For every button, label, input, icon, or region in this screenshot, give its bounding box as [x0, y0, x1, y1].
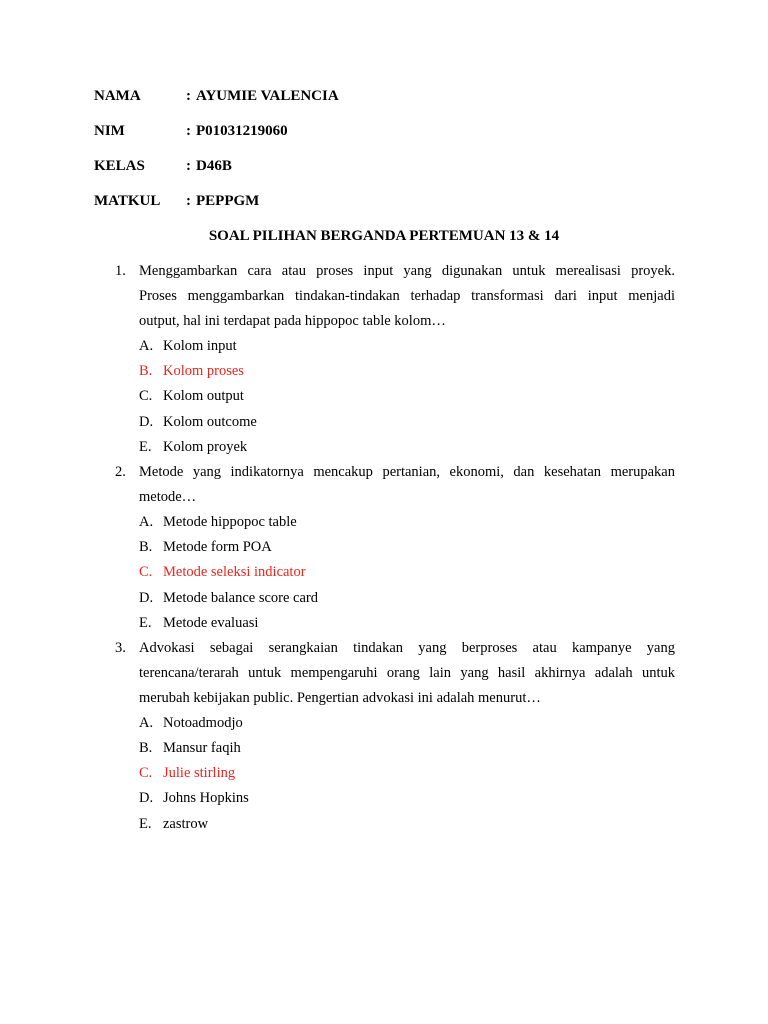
option-text: Notoadmodjo: [163, 714, 243, 731]
info-row-matkul: [94, 191, 339, 226]
answer-option: [139, 435, 675, 460]
question-number: 2.: [115, 463, 126, 480]
question-text: [139, 636, 675, 711]
option-text: Kolom outcome: [163, 413, 257, 430]
option-letter: B.: [139, 539, 153, 556]
info-label: KELAS: [94, 158, 145, 174]
option-letter: B.: [139, 740, 153, 757]
answer-options-3: [139, 711, 675, 837]
option-text: Kolom proses: [163, 363, 244, 380]
answer-option: [139, 510, 675, 535]
question-line: Menggambarkan cara atau proses input yang digunakan untuk merealisasi proyek.: [139, 263, 675, 279]
answer-option-correct: [139, 560, 675, 585]
answer-option: [139, 786, 675, 811]
option-text: zastrow: [163, 815, 209, 832]
question-1: [115, 259, 675, 334]
question-3: [115, 636, 675, 711]
option-letter: E.: [139, 438, 152, 455]
answer-options-2: [139, 510, 675, 636]
option-text: Kolom output: [163, 388, 244, 405]
answer-option: [139, 334, 675, 359]
option-letter: D.: [139, 413, 154, 430]
question-line: Metode yang indikatornya mencakup pertanian, ekonomi, dan kesehatan merupakan: [139, 463, 675, 480]
question-line: Advokasi sebagai serangkaian tindakan yang berproses atau kampanye yang: [139, 639, 675, 656]
option-text: Mansur faqih: [163, 740, 241, 757]
question-number: 3.: [115, 639, 126, 656]
answer-option: [139, 535, 675, 560]
answer-option: [139, 586, 675, 611]
question-line: metode…: [139, 488, 197, 505]
option-text: Julie stirling: [163, 765, 236, 782]
option-letter: B.: [139, 363, 153, 380]
info-separator: :: [186, 193, 191, 209]
info-label: NAMA: [94, 88, 141, 104]
answer-option: [139, 812, 675, 837]
info-label: MATKUL: [94, 193, 161, 209]
option-letter: D.: [139, 589, 154, 606]
answer-option: [139, 711, 675, 736]
question-line: merubah kebijakan public. Pengertian advokasi ini adalah menurut…: [139, 689, 541, 706]
option-text: Metode seleksi indicator: [163, 564, 306, 581]
question-text: [139, 259, 675, 334]
option-letter: A.: [139, 338, 154, 354]
option-text: Metode hippopoc table: [163, 513, 297, 530]
info-value: D46B: [196, 158, 232, 174]
info-value: AYUMIE VALENCIA: [196, 88, 339, 104]
option-letter: E.: [139, 614, 152, 631]
info-value: PEPPGM: [196, 193, 260, 209]
option-letter: C.: [139, 765, 153, 782]
option-letter: C.: [139, 388, 153, 405]
question-text: [139, 460, 675, 510]
answer-options-1: [139, 334, 675, 460]
info-row-kelas: [94, 156, 339, 191]
student-info: [94, 86, 339, 226]
option-letter: A.: [139, 714, 154, 731]
option-text: Metode evaluasi: [163, 614, 259, 631]
option-text: Metode form POA: [163, 539, 272, 556]
info-row-nama: [94, 86, 339, 121]
option-letter: D.: [139, 790, 154, 807]
info-separator: :: [186, 123, 191, 139]
question-list: [115, 259, 675, 837]
answer-option: [139, 384, 675, 409]
question-2: [115, 460, 675, 510]
option-text: Kolom input: [163, 338, 237, 354]
option-text: Johns Hopkins: [163, 790, 249, 807]
option-letter: E.: [139, 815, 152, 832]
option-letter: C.: [139, 564, 153, 581]
answer-option: [139, 410, 675, 435]
info-label: NIM: [94, 123, 125, 139]
question-number: 1.: [115, 263, 126, 279]
question-line: terencana/terarah untuk mempengaruhi orang lain yang hasil akhirnya adalah untuk: [139, 664, 675, 681]
question-line: output, hal ini terdapat pada hippopoc table kolom…: [139, 313, 446, 329]
answer-option: [139, 611, 675, 636]
question-line: Proses menggambarkan tindakan-tindakan terhadap transformasi dari input menjadi: [139, 288, 675, 304]
document-title: SOAL PILIHAN BERGANDA PERTEMUAN 13 & 14: [208, 228, 560, 244]
answer-option-correct: [139, 761, 675, 786]
option-letter: A.: [139, 513, 154, 530]
info-separator: :: [186, 88, 191, 104]
option-text: Metode balance score card: [163, 589, 318, 606]
answer-option-correct: [139, 359, 675, 384]
info-separator: :: [186, 158, 191, 174]
answer-option: [139, 736, 675, 761]
info-row-nim: [94, 121, 339, 156]
info-value: P01031219060: [196, 123, 288, 139]
option-text: Kolom proyek: [163, 438, 248, 455]
